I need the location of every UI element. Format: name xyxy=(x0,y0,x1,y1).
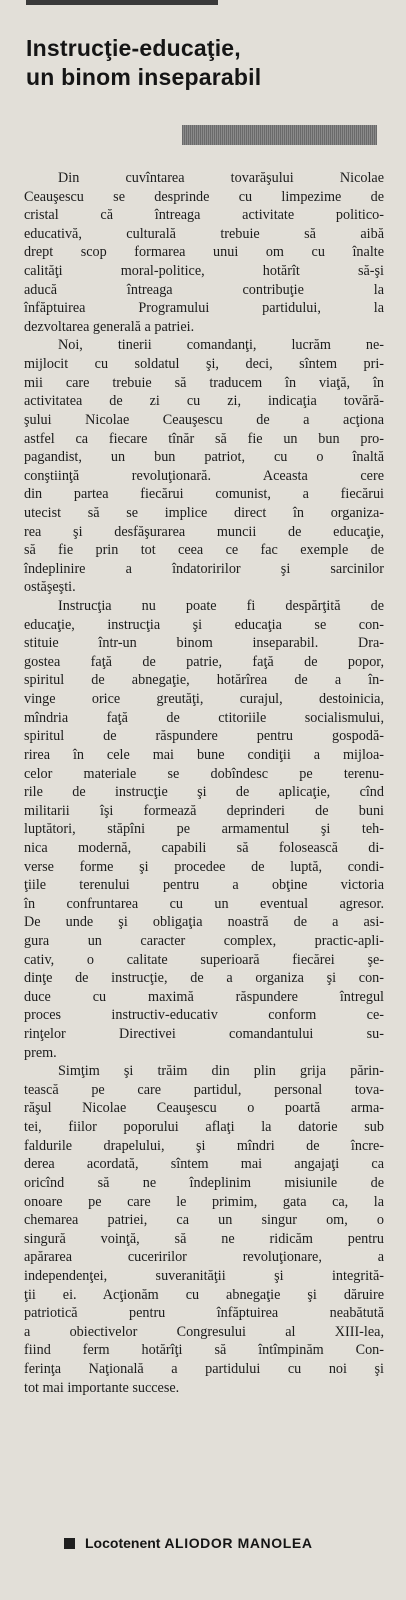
paragraph-line: ostăşeşti. xyxy=(24,579,76,596)
top-rule xyxy=(26,0,218,5)
paragraph-line: fiind ferm hotărîţi să întîmpinăm Con- xyxy=(24,1342,384,1359)
paragraph-line: spiritul de abnegaţie, hotărîrea de a în- xyxy=(24,672,384,689)
paragraph-line: duce cu maximă răspundere întregul xyxy=(24,988,384,1005)
article-paragraph xyxy=(24,1062,384,1397)
paragraph-line: gostea faţă de patrie, faţă de popor, xyxy=(24,653,384,670)
paragraph-line: Instrucţia nu poate fi despărţită de xyxy=(58,598,384,615)
paragraph-line: militarii îşi formează deprinderi de buni xyxy=(24,802,384,819)
paragraph-line: rirea în cele mai bune condiţii a mijloa- xyxy=(24,746,384,763)
paragraph-line: din partea fiecărui comunist, a fiecărui xyxy=(24,486,384,503)
paragraph-line: a obiectivelor Congresului al XIII-lea, xyxy=(24,1323,384,1340)
article-headline xyxy=(26,34,386,92)
paragraph-line: în confruntarea cu un eventual agresor. xyxy=(24,895,384,912)
paragraph-line: înfăptuirea Programului partidului, la xyxy=(24,300,384,317)
paragraph-line: răşul Nicolae Ceauşescu o poartă arma- xyxy=(24,1100,384,1117)
paragraph-line: dinţe de instrucţie, de a organiza şi con- xyxy=(24,970,384,987)
black-square-icon xyxy=(64,1538,75,1549)
paragraph-line: dezvoltarea generală a patriei. xyxy=(24,318,195,335)
paragraph-line: educaţie, instrucţia şi educaţia se con- xyxy=(24,616,384,633)
paragraph-line: calităţi moral-politice, hotărît să-şi xyxy=(24,263,384,280)
headline-line-2: un binom inseparabil xyxy=(26,64,262,90)
byline-rank: Locotenent xyxy=(85,1535,161,1551)
paragraph-line: activitatea de zi cu zi, indicaţia tovără- xyxy=(24,393,384,410)
byline xyxy=(64,1535,384,1551)
paragraph-line: aducă întreaga contribuţie la xyxy=(24,281,384,298)
paragraph-line: utecist să se implice direct în organiza- xyxy=(24,504,384,521)
byline-author-name: ALIODOR MANOLEA xyxy=(164,1535,313,1551)
paragraph-line: vinge orice greutăţi, curajul, destoinicia, xyxy=(24,691,384,708)
article-paragraph xyxy=(24,597,384,1062)
paragraph-line: celor materiale se dobîndesc pe terenu- xyxy=(24,765,384,782)
paragraph-line: pagandist, un bun patriot, cu o înaltă xyxy=(24,449,384,466)
paragraph-line: conştiinţă revoluţionară. Aceasta cere xyxy=(24,467,384,484)
paragraph-line: independenţei, suveranităţii şi integrită- xyxy=(24,1267,384,1284)
paragraph-line: De unde şi obligaţia noastră de a asi- xyxy=(24,914,384,931)
paragraph-line: nica modernă, capabili să folosească di- xyxy=(24,839,384,856)
paragraph-line: patriotică pentru înfăptuirea neabătută xyxy=(24,1305,384,1322)
paragraph-line: singură voinţă, să ne ridicăm pentru xyxy=(24,1230,384,1247)
paragraph-line: faldurile drapelului, şi mîndri de încre- xyxy=(24,1137,384,1154)
paragraph-line: astfel ca fiecare tînăr să fie un bun pro- xyxy=(24,430,384,447)
paragraph-line: rea şi desfăşurarea muncii de educaţie, xyxy=(24,523,384,540)
paragraph-line: apărarea cuceririlor revoluţionare, a xyxy=(24,1249,384,1266)
paragraph-line: ţiile terenului pentru a obţine victoria xyxy=(24,877,384,894)
paragraph-line: chemarea patriei, ca un singur om, o xyxy=(24,1212,384,1229)
paragraph-line: Simţim şi trăim din plin grija părin- xyxy=(58,1063,384,1080)
paragraph-line: verse forme şi procedee de luptă, condi- xyxy=(24,858,384,875)
paragraph-line: gura un caracter complex, practic-apli- xyxy=(24,932,384,949)
paragraph-line: Ceauşescu se desprinde cu limpezime de xyxy=(24,188,384,205)
paragraph-line: derea acordată, sîntem mai angajaţi ca xyxy=(24,1156,384,1173)
paragraph-line: educativă, culturală trebuie să aibă xyxy=(24,225,384,242)
paragraph-line: tească pe care partidul, personal tova- xyxy=(24,1081,384,1098)
paragraph-line: rile de instrucţie şi de aplicaţie, cînd xyxy=(24,784,384,801)
paragraph-line: proces instructiv-educativ conform ce- xyxy=(24,1007,384,1024)
paragraph-line: luptători, stăpîni pe armamentul şi teh- xyxy=(24,821,384,838)
paragraph-line: Din cuvîntarea tovarăşului Nicolae xyxy=(58,170,384,186)
paragraph-line: spiritul de răspundere pentru gospodă- xyxy=(24,728,384,745)
decorative-heading-bar xyxy=(182,125,377,145)
paragraph-line: îndeplinire a îndatoririlor şi sarcinilor xyxy=(24,560,384,577)
paragraph-line: mijlocit cu soldatul şi, deci, sîntem pri- xyxy=(24,356,384,373)
paragraph-line: cativ, o calitate superioară fiecărei şe- xyxy=(24,951,384,968)
paragraph-line: oricînd să ne îndeplinim misiunile de xyxy=(24,1174,384,1191)
paragraph-line: ferinţa Naţională a partidului cu noi şi xyxy=(24,1361,384,1377)
paragraph-line: rinţelor Directivei comandantului su- xyxy=(24,1026,384,1043)
paragraph-line: şului Nicolae Ceauşescu de a acţiona xyxy=(24,411,384,428)
article-paragraph xyxy=(24,336,384,597)
paragraph-line: mîndria faţă de ctitoriile socialismului, xyxy=(24,709,384,726)
headline-line-1: Instrucţie-educaţie, xyxy=(26,35,241,61)
paragraph-line: mii care trebuie să traducem în viaţă, în xyxy=(24,374,384,391)
paragraph-line: onoare pe care le primim, gata ca, la xyxy=(24,1193,384,1210)
paragraph-line: stituie într-un binom inseparabil. Dra- xyxy=(24,635,384,652)
paragraph-line: tot mai importante succese. xyxy=(24,1379,180,1396)
paragraph-line: drept scop formarea unui om cu înalte xyxy=(24,244,384,261)
paragraph-line: prem. xyxy=(24,1044,57,1061)
paragraph-line: ţii ei. Acţionăm cu abnegaţie şi dăruire xyxy=(24,1286,384,1303)
article-body xyxy=(24,169,384,1397)
article-paragraph xyxy=(24,169,384,336)
paragraph-line: Noi, tinerii comandanţi, lucrăm ne- xyxy=(58,337,384,354)
paragraph-line: tei, fiilor poporului aflaţi la datorie sub xyxy=(24,1119,384,1136)
paragraph-line: să fie prin tot ceea ce fac exemple de xyxy=(24,542,384,559)
paragraph-line: cristal că întreaga activitate politico- xyxy=(24,207,384,224)
